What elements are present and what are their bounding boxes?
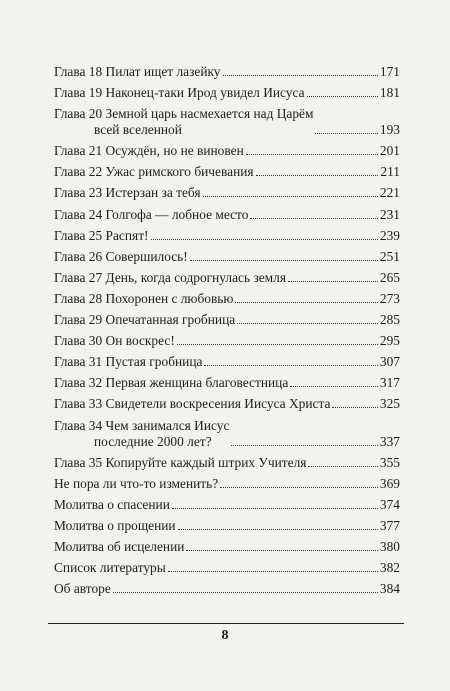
toc-entry-page: 211 <box>380 164 400 180</box>
footer-rule <box>48 623 404 624</box>
toc-entry-title <box>54 85 305 101</box>
toc-entry-title <box>54 455 306 471</box>
dot-leader <box>190 260 378 261</box>
toc-entry-title-line: Глава 28 Похоронен с любовью <box>54 290 234 306</box>
toc-entry-title <box>54 518 176 534</box>
toc-entry <box>54 291 400 307</box>
toc-entry-page: 317 <box>379 375 400 391</box>
toc-entry <box>54 418 400 450</box>
toc-entry-title <box>54 207 248 223</box>
toc-entry <box>54 185 400 201</box>
toc-entry-title <box>54 291 233 307</box>
toc-entry-title-line: Глава 34 Чем занимался Иисус <box>54 417 230 433</box>
toc-entry-page: 201 <box>379 143 400 159</box>
toc-entry-title <box>54 143 244 159</box>
toc-entry-title <box>54 106 313 138</box>
toc-entry-title <box>54 270 286 286</box>
toc-entry-title <box>54 312 235 328</box>
toc-entry-title-line: Глава 24 Голгофа — лобное место <box>54 206 249 222</box>
toc-entry-title <box>54 249 188 265</box>
dot-leader <box>178 529 378 530</box>
toc-entry-title-line: Молитва об исцелении <box>54 538 185 554</box>
toc-entry-title <box>54 476 218 492</box>
toc-entry <box>54 581 400 597</box>
toc-entry-title <box>54 64 221 80</box>
toc-entry-page: 325 <box>379 396 400 412</box>
toc-entry-page: 221 <box>379 185 400 201</box>
toc-entry <box>54 207 400 223</box>
toc-entry-title <box>54 418 229 450</box>
toc-entry <box>54 228 400 244</box>
dot-leader <box>288 281 378 282</box>
toc-entry-title-line: Не пора ли что-то изменить? <box>54 475 219 491</box>
dot-leader <box>332 407 378 408</box>
toc-entry <box>54 164 400 180</box>
dot-leader <box>315 133 377 134</box>
toc-entry <box>54 106 400 138</box>
toc-entry-page: 285 <box>379 312 400 328</box>
dot-leader <box>250 218 377 219</box>
toc-entry-title <box>54 354 202 370</box>
toc-entry-title-line: Глава 21 Осуждён, но не виновен <box>54 143 244 159</box>
toc-entry <box>54 333 400 349</box>
toc-entry-page: 374 <box>379 496 400 512</box>
toc-entry <box>54 518 400 534</box>
toc-entry <box>54 85 400 101</box>
toc-entry-title-line: Глава 26 Совершилось! <box>54 248 188 264</box>
toc-entry-page: 251 <box>379 248 400 264</box>
dot-leader <box>220 487 378 488</box>
toc-entry-page: 239 <box>379 227 400 243</box>
toc-entry-page: 355 <box>379 454 400 470</box>
dot-leader <box>203 196 378 197</box>
dot-leader <box>290 386 378 387</box>
toc-entry-title-line: Глава 27 День, когда содрогнулась земля <box>54 269 286 285</box>
toc-entry-page: 265 <box>379 269 400 285</box>
toc-entry-page: 171 <box>379 64 400 79</box>
toc-entry-title <box>54 581 111 597</box>
toc-entry <box>54 375 400 391</box>
dot-leader <box>168 571 378 572</box>
toc-entry <box>54 476 400 492</box>
toc-entry <box>54 270 400 286</box>
toc-entry <box>54 497 400 513</box>
toc-entry-title-line: последние 2000 лет? <box>94 433 212 449</box>
toc-entry-title-line: Глава 35 Копируйте каждый штрих Учителя <box>54 454 307 470</box>
toc-entry-title <box>54 185 201 201</box>
dot-leader <box>177 344 378 345</box>
toc-entry-title-line: Глава 29 Опечатанная гробница <box>54 312 236 328</box>
toc-entry <box>54 560 400 576</box>
toc-entry <box>54 143 400 159</box>
toc-entry-page: 295 <box>379 333 400 349</box>
dot-leader <box>204 365 377 366</box>
dot-leader <box>186 550 377 551</box>
toc-entry-page: 231 <box>379 206 400 222</box>
toc-entry <box>54 249 400 265</box>
toc-entry-title <box>54 497 170 513</box>
toc-entry-title-line: Глава 32 Первая женщина благовестница <box>54 375 289 391</box>
dot-leader <box>235 302 378 303</box>
toc-entry <box>54 64 400 80</box>
toc-entry <box>54 539 400 555</box>
toc-entry-title-line: Об авторе <box>54 581 111 597</box>
dot-leader <box>231 445 378 446</box>
table-of-contents <box>54 64 400 602</box>
toc-entry-page: 193 <box>379 122 400 138</box>
dot-leader <box>256 175 379 176</box>
toc-entry-title <box>54 228 149 244</box>
dot-leader <box>223 75 378 76</box>
toc-entry-title-line: Список литературы <box>54 560 166 576</box>
toc-entry-title <box>54 396 330 412</box>
toc-entry-title <box>54 539 184 555</box>
toc-entry-title-line: всей вселенной <box>94 122 182 138</box>
toc-entry-page: 369 <box>379 475 400 491</box>
toc-entry-page: 273 <box>379 290 400 306</box>
toc-entry-title-line: Глава 22 Ужас римского бичевания <box>54 164 254 180</box>
dot-leader <box>237 323 378 324</box>
toc-entry-title-line: Глава 33 Свидетели воскресения Иисуса Христа <box>54 396 331 412</box>
toc-entry-page: 382 <box>379 560 400 576</box>
toc-entry <box>54 455 400 471</box>
dot-leader <box>308 466 377 467</box>
dot-leader <box>113 592 378 593</box>
toc-entry <box>54 312 400 328</box>
dot-leader <box>246 154 378 155</box>
toc-entry-page: 307 <box>379 354 400 370</box>
dot-leader <box>172 508 378 509</box>
toc-entry-title <box>54 333 175 349</box>
toc-entry-title <box>54 164 254 180</box>
toc-entry-page: 380 <box>379 538 400 554</box>
toc-entry-page: 337 <box>379 433 400 449</box>
toc-entry-page: 384 <box>379 581 400 597</box>
toc-entry-title-line: Глава 19 Наконец-таки Ирод увидел Иисуса <box>54 85 305 101</box>
dot-leader <box>307 96 378 97</box>
toc-entry-page: 181 <box>379 85 400 101</box>
toc-entry-title-line: Глава 18 Пилат ищет лазейку <box>54 64 221 79</box>
toc-entry-title-line: Глава 31 Пустая гробница <box>54 354 203 370</box>
toc-entry <box>54 396 400 412</box>
toc-entry-title <box>54 560 166 576</box>
toc-entry-title-line: Глава 30 Он воскрес! <box>54 333 175 349</box>
toc-entry-title-line: Молитва о спасении <box>54 496 170 512</box>
toc-entry-page: 377 <box>379 517 400 533</box>
page-number: 8 <box>221 628 229 643</box>
toc-entry-title-line: Глава 23 Истерзан за тебя <box>54 185 201 201</box>
toc-entry-title-line: Молитва о прощении <box>54 517 176 533</box>
toc-entry-title-line: Глава 25 Распят! <box>54 227 149 243</box>
toc-entry-title <box>54 375 288 391</box>
dot-leader <box>151 239 378 240</box>
toc-entry-title-line: Глава 20 Земной царь насмехается над Царём <box>54 106 314 122</box>
toc-entry <box>54 354 400 370</box>
